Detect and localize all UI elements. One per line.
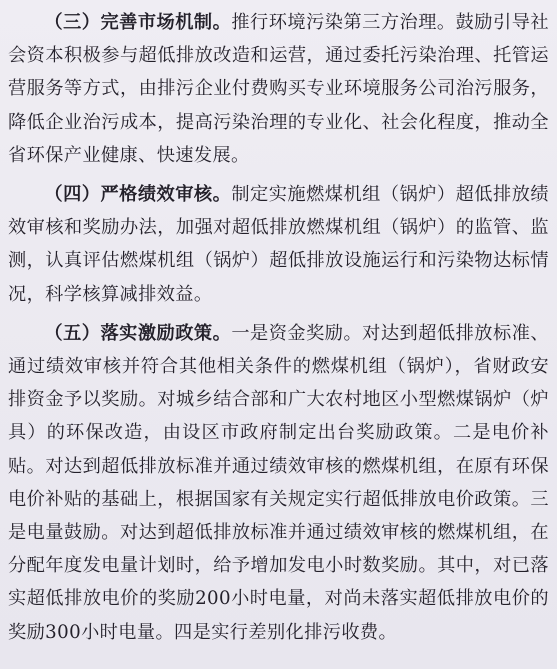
paragraph-body: 一是资金奖励。对达到超低排放标准、通过绩效审核并符合其他相关条件的燃煤机组（锅炉），省财政安排资金予以奖励。对城乡结合部和广大农村地区小型燃煤锅炉（炉具）的环保改造，由设区市政府制定出台奖励政策。二是电价补贴。对达到超低排放标准并通过绩效审核的燃煤机组，在原有环保电价补贴的基础上，根据国家有关规定实行超低排放电价政策。三是电量鼓励。对达到超低排放标准并通过绩效审核的燃煤机组，在分配年度发电量计划时，给予增加发电小时数奖励。其中，对已落实超低排放电价的奖励200小时电量，对尚未落实超低排放电价的奖励300小时电量。四是实行差别化排污收费。 (8, 322, 549, 643)
paragraph-incentive-policy (8, 317, 549, 649)
paragraph-heading: （四）严格绩效审核。 (44, 184, 232, 206)
paragraph-heading: （三）完善市场机制。 (44, 12, 232, 33)
paragraph-market-mechanism (8, 6, 549, 172)
paragraph-body: 制定实施燃煤机组（锅炉）超低排放绩效审核和奖励办法，加强对超低排放燃煤机组（锅炉）的监管、监测，认真评估燃煤机组（锅炉）超低排放设施运行和污染物达标情况，科学核算减排效益。 (8, 184, 549, 305)
paragraph-body: 推行环境污染第三方治理。鼓励引导社会资本积极参与超低排放改造和运营，通过委托污染治理、托管运营服务等方式，由排污企业付费购买专业环境服务公司治污服务，降低企业治污成本，提高污染治理的专业化、社会化程度，推动全省环保产业健康、快速发展。 (8, 12, 549, 166)
paragraph-heading: （五）落实激励政策。 (44, 322, 232, 344)
paragraph-performance-review (8, 178, 549, 311)
